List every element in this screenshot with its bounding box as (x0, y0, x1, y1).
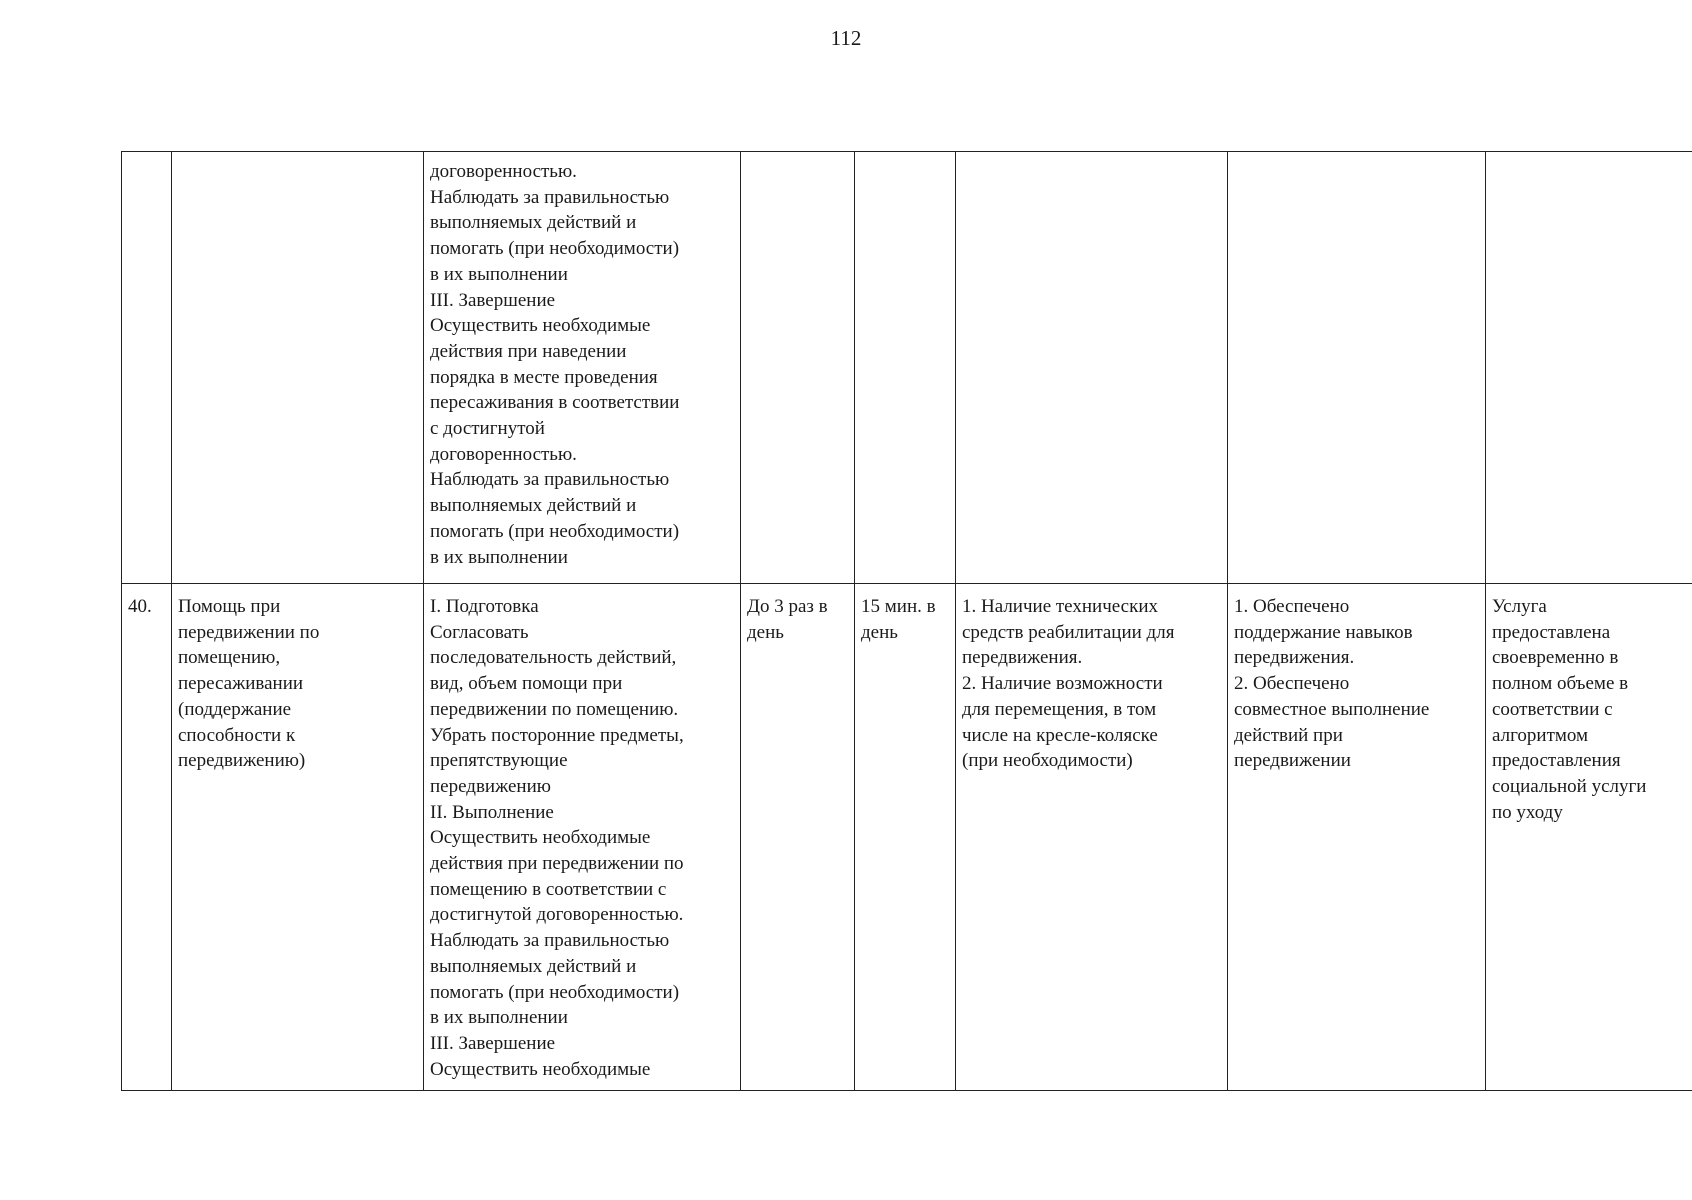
cell-procedure (424, 584, 741, 1091)
text-line: предоставлена (1492, 621, 1611, 643)
text-line: помогать (при необходимости) (430, 238, 680, 260)
text-line: Помощь при (178, 596, 281, 617)
text-line: помогать (при необходимости) (430, 520, 680, 542)
text-line: передвижении (1234, 750, 1351, 772)
text-line: своевременно в (1492, 647, 1619, 669)
text-line: действия при наведении (430, 340, 627, 362)
text-line: числе на кресле-коляске (962, 724, 1158, 746)
cell-results (1228, 584, 1486, 1091)
text-line: передвижению (430, 775, 551, 797)
text-line: средств реабилитации для (962, 621, 1175, 643)
text-line: 2. Обеспечено (1234, 673, 1350, 695)
text-line: достигнутой договоренностью. (430, 904, 684, 926)
text-line: III. Завершение (430, 1032, 556, 1054)
text-line: в их выполнении (430, 263, 568, 285)
text-line: пересаживания в соответствии (430, 392, 680, 414)
text-line: алгоритмом (1492, 724, 1589, 746)
text-line: передвижения. (962, 647, 1083, 669)
table-row-continuation (122, 152, 1692, 584)
text-line: выполняемых действий и (430, 495, 637, 517)
text-line: день (747, 621, 784, 643)
text-line: 2. Наличие возможности (962, 673, 1163, 695)
text-line: II. Выполнение (430, 801, 554, 823)
text-line: поддержание навыков (1234, 621, 1413, 643)
cell-frequency (741, 152, 855, 584)
text-line: социальной услуги (1492, 775, 1647, 797)
cell-evaluation (1486, 152, 1692, 584)
cell-duration (855, 152, 956, 584)
text-line: Осуществить необходимые (430, 315, 651, 337)
text-line: Осуществить необходимые (430, 827, 651, 849)
text-line: для перемещения, в том (962, 698, 1157, 720)
text-line: способности к (178, 724, 296, 746)
text-line: действий при (1234, 724, 1343, 746)
text-line: полном объеме в (1492, 673, 1629, 695)
text-line: Убрать посторонние предметы, (430, 724, 684, 746)
text-line: передвижении по (178, 621, 320, 643)
table-row-40 (122, 584, 1692, 1091)
text-line: Согласовать (430, 621, 529, 643)
text-line: в их выполнении (430, 1007, 568, 1029)
text-line: Услуга (1492, 596, 1547, 617)
cell-service-name (172, 584, 424, 1091)
text-line: 1. Обеспечено (1234, 596, 1350, 617)
text-line: передвижению) (178, 750, 306, 772)
text-line: 15 мин. в (861, 596, 936, 617)
cell-service-name (172, 152, 424, 584)
text-line: препятствующие (430, 750, 568, 772)
text-line: совместное выполнение (1234, 698, 1430, 720)
text-line: (поддержание (178, 698, 292, 720)
text-line: передвижении по помещению. (430, 698, 679, 720)
text-line: соответствии с (1492, 698, 1613, 720)
text-line: по уходу (1492, 801, 1563, 823)
services-table (121, 151, 1692, 1091)
text-line: договоренностью. (430, 443, 577, 465)
text-line: договоренностью. (430, 161, 577, 182)
text-line: 1. Наличие технических (962, 596, 1158, 617)
text-line: пересаживании (178, 673, 304, 695)
text-line: передвижения. (1234, 647, 1355, 669)
cell-procedure (424, 152, 741, 584)
text-line: выполняемых действий и (430, 212, 637, 234)
text-line: с достигнутой (430, 418, 545, 440)
text-line: Наблюдать за правильностью (430, 469, 670, 491)
text-line: вид, объем помощи при (430, 673, 623, 695)
cell-frequency (741, 584, 855, 1091)
text-line: помещению в соответствии с (430, 878, 667, 900)
text-line: порядка в месте проведения (430, 366, 658, 388)
cell-number (122, 152, 172, 584)
text-line: день (861, 621, 898, 643)
cell-number: 40. (122, 584, 172, 1091)
cell-evaluation (1486, 584, 1692, 1091)
text-line: в их выполнении (430, 546, 568, 568)
text-line: До 3 раз в (747, 596, 828, 617)
text-line: I. Подготовка (430, 596, 539, 617)
text-line: выполняемых действий и (430, 955, 637, 977)
text-line: (при необходимости) (962, 750, 1133, 772)
text-line: Осуществить необходимые (430, 1058, 651, 1080)
text-line: помещению, (178, 647, 281, 669)
text-line: действия при передвижении по (430, 853, 684, 875)
text-line: последовательность действий, (430, 647, 677, 669)
text-line: Наблюдать за правильностью (430, 186, 670, 208)
cell-conditions (956, 152, 1228, 584)
cell-duration (855, 584, 956, 1091)
text-line: III. Завершение (430, 289, 556, 311)
cell-results (1228, 152, 1486, 584)
text-line: предоставления (1492, 750, 1621, 772)
text-line: Наблюдать за правильностью (430, 930, 670, 952)
cell-conditions (956, 584, 1228, 1091)
page-number: 112 (830, 26, 862, 50)
text-line: помогать (при необходимости) (430, 981, 680, 1003)
